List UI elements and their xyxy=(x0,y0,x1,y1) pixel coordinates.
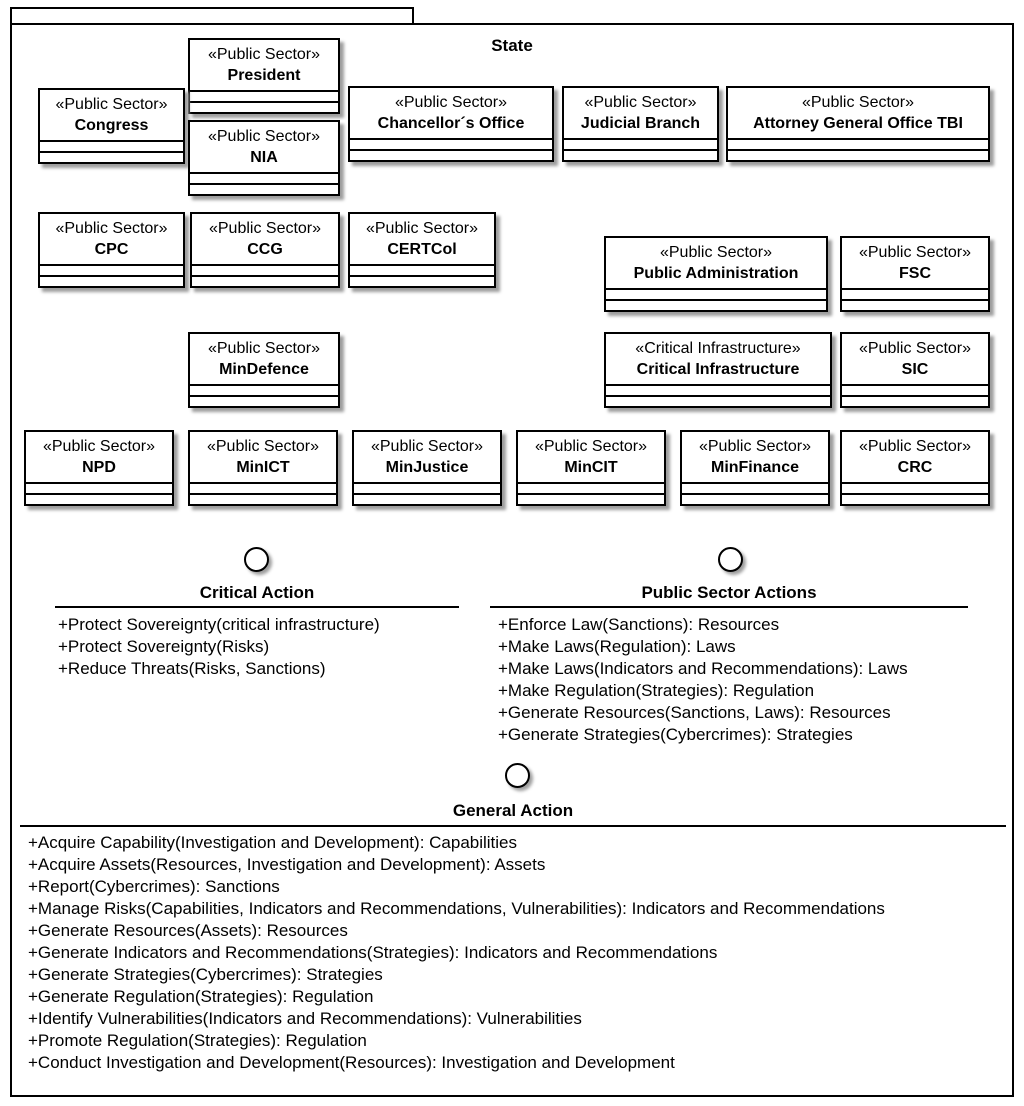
operations-compartment xyxy=(190,395,338,406)
operations-compartment xyxy=(40,151,183,162)
attributes-compartment xyxy=(190,384,338,395)
method-item: +Make Laws(Regulation): Laws xyxy=(498,637,736,656)
method-item: +Generate Strategies(Cybercrimes): Strategies xyxy=(28,965,383,984)
method-item: +Generate Strategies(Cybercrimes): Strategies xyxy=(498,725,853,744)
class-stereotype: «Public Sector» xyxy=(801,94,915,111)
uml-class-npd xyxy=(24,430,174,506)
uml-class-mindefence xyxy=(188,332,340,408)
class-name: Critical Infrastructure xyxy=(636,361,800,378)
attributes-compartment xyxy=(40,140,183,151)
operations-compartment xyxy=(190,493,336,504)
uml-class-president xyxy=(188,38,340,114)
attributes-compartment xyxy=(40,264,183,275)
method-item: +Make Laws(Indicators and Recommendations): Laws xyxy=(498,659,908,678)
operations-compartment xyxy=(606,299,826,310)
class-stereotype: «Public Sector» xyxy=(858,244,972,261)
method-item: +Conduct Investigation and Development(Resources): Investigation and Development xyxy=(28,1053,675,1072)
class-name: Congress xyxy=(74,117,149,134)
uml-class-congress xyxy=(38,88,185,164)
interface-title-critical-action: Critical Action xyxy=(199,583,315,602)
divider-general-action xyxy=(20,825,1006,827)
uml-class-nia xyxy=(188,120,340,196)
uml-class-mincit xyxy=(516,430,666,506)
lollipop-interface-icon-general-action xyxy=(505,763,530,788)
interface-methods-critical-action xyxy=(58,614,380,680)
uml-class-ccg xyxy=(190,212,340,288)
class-name: NPD xyxy=(82,459,116,476)
class-stereotype: «Public Sector» xyxy=(207,340,321,357)
divider-public-sector-actions xyxy=(490,606,968,608)
method-item: +Protect Sovereignty(Risks) xyxy=(58,637,270,656)
interface-methods-public-sector-actions xyxy=(498,614,908,746)
attributes-compartment xyxy=(842,384,988,395)
method-item: +Generate Resources(Assets): Resources xyxy=(28,921,348,940)
operations-compartment xyxy=(564,149,717,160)
attributes-compartment xyxy=(354,482,500,493)
class-stereotype: «Public Sector» xyxy=(55,220,168,237)
operations-compartment xyxy=(26,493,172,504)
operations-compartment xyxy=(40,275,183,286)
uml-class-public-administration xyxy=(604,236,828,312)
class-stereotype: «Public Sector» xyxy=(208,220,322,237)
uml-class-sic xyxy=(840,332,990,408)
attributes-compartment xyxy=(192,264,338,275)
operations-compartment xyxy=(842,395,988,406)
class-name: MinJustice xyxy=(385,459,469,476)
operations-compartment xyxy=(350,275,494,286)
attributes-compartment xyxy=(606,384,830,395)
attributes-compartment xyxy=(350,138,552,149)
method-item: +Acquire Capability(Investigation and Development): Capabilities xyxy=(28,833,518,852)
method-item: +Generate Indicators and Recommendations(Strategies): Indicators and Recommendations xyxy=(28,943,718,962)
class-name: CPC xyxy=(94,241,129,258)
class-stereotype: «Public Sector» xyxy=(858,340,972,357)
class-name: MinDefence xyxy=(219,361,309,378)
class-name: Attorney General Office TBI xyxy=(753,115,963,132)
class-stereotype: «Public Sector» xyxy=(365,220,479,237)
divider-critical-action xyxy=(55,606,459,608)
interface-title-public-sector-actions: Public Sector Actions xyxy=(641,583,817,602)
class-name: CERTCol xyxy=(387,241,457,258)
attributes-compartment xyxy=(728,138,988,149)
attributes-compartment xyxy=(842,482,988,493)
attributes-compartment xyxy=(190,90,338,101)
method-item: +Generate Regulation(Strategies): Regulation xyxy=(28,987,374,1006)
attributes-compartment xyxy=(564,138,717,149)
attributes-compartment xyxy=(842,288,988,299)
operations-compartment xyxy=(682,493,828,504)
class-name: NIA xyxy=(250,149,278,166)
class-name: MinICT xyxy=(236,459,290,476)
class-stereotype: «Public Sector» xyxy=(698,438,812,455)
method-item: +Manage Risks(Capabilities, Indicators and Recommendations, Vulnerabilities): Indicators and Recommendations xyxy=(28,899,885,918)
method-item: +Identify Vulnerabilities(Indicators and Recommendations): Vulnerabilities xyxy=(28,1009,582,1028)
method-item: +Make Regulation(Strategies): Regulation xyxy=(498,681,815,700)
class-name: MinCIT xyxy=(564,459,618,476)
operations-compartment xyxy=(350,149,552,160)
attributes-compartment xyxy=(190,172,338,183)
lollipop-interface-icon-public-sector-actions xyxy=(718,547,743,572)
class-stereotype: «Public Sector» xyxy=(42,438,156,455)
class-stereotype: «Public Sector» xyxy=(206,438,320,455)
class-name: Judicial Branch xyxy=(580,115,701,132)
uml-class-judicial-branch xyxy=(562,86,719,162)
uml-class-minict xyxy=(188,430,338,506)
method-item: +Generate Resources(Sanctions, Laws): Resources xyxy=(498,703,891,722)
interface-title-general-action: General Action xyxy=(452,801,574,820)
operations-compartment xyxy=(728,149,988,160)
uml-class-crc xyxy=(840,430,990,506)
class-stereotype: «Public Sector» xyxy=(858,438,972,455)
operations-compartment xyxy=(842,493,988,504)
class-name: CRC xyxy=(897,459,933,476)
package-tab xyxy=(10,7,414,24)
method-item: +Acquire Assets(Resources, Investigation and Development): Assets xyxy=(28,855,546,874)
operations-compartment xyxy=(190,101,338,112)
method-item: +Reduce Threats(Risks, Sanctions) xyxy=(58,659,326,678)
operations-compartment xyxy=(518,493,664,504)
uml-class-minfinance xyxy=(680,430,830,506)
class-name: SIC xyxy=(901,361,929,378)
attributes-compartment xyxy=(26,482,172,493)
method-item: +Report(Cybercrimes): Sanctions xyxy=(28,877,280,896)
package-title: State xyxy=(491,36,533,55)
class-name: Chancellor´s Office xyxy=(377,115,525,132)
class-name: MinFinance xyxy=(710,459,799,476)
class-name: FSC xyxy=(899,265,931,282)
attributes-compartment xyxy=(350,264,494,275)
operations-compartment xyxy=(190,183,338,194)
operations-compartment xyxy=(354,493,500,504)
class-stereotype: «Public Sector» xyxy=(659,244,773,261)
uml-class-chancellors-office xyxy=(348,86,554,162)
uml-class-minjustice xyxy=(352,430,502,506)
uml-class-critical-infrastructure xyxy=(604,332,832,408)
class-name: Public Administration xyxy=(633,265,799,282)
lollipop-interface-icon-critical-action xyxy=(244,547,269,572)
class-stereotype: «Public Sector» xyxy=(394,94,508,111)
class-stereotype: «Public Sector» xyxy=(207,128,321,145)
method-item: +Protect Sovereignty(critical infrastructure) xyxy=(58,615,380,634)
class-stereotype: «Public Sector» xyxy=(207,46,321,63)
attributes-compartment xyxy=(606,288,826,299)
attributes-compartment xyxy=(518,482,664,493)
uml-class-fsc xyxy=(840,236,990,312)
class-stereotype: «Public Sector» xyxy=(534,438,648,455)
class-stereotype: «Public Sector» xyxy=(370,438,484,455)
interface-methods-general-action xyxy=(28,832,885,1074)
class-name: President xyxy=(227,67,301,84)
uml-class-cpc xyxy=(38,212,185,288)
operations-compartment xyxy=(842,299,988,310)
attributes-compartment xyxy=(190,482,336,493)
method-item: +Promote Regulation(Strategies): Regulation xyxy=(28,1031,367,1050)
attributes-compartment xyxy=(682,482,828,493)
operations-compartment xyxy=(192,275,338,286)
class-name: CCG xyxy=(247,241,283,258)
class-stereotype: «Critical Infrastructure» xyxy=(635,340,801,357)
operations-compartment xyxy=(606,395,830,406)
class-stereotype: «Public Sector» xyxy=(55,96,168,113)
uml-class-attorney-general-office xyxy=(726,86,990,162)
uml-class-certcol xyxy=(348,212,496,288)
method-item: +Enforce Law(Sanctions): Resources xyxy=(498,615,780,634)
class-stereotype: «Public Sector» xyxy=(584,94,697,111)
